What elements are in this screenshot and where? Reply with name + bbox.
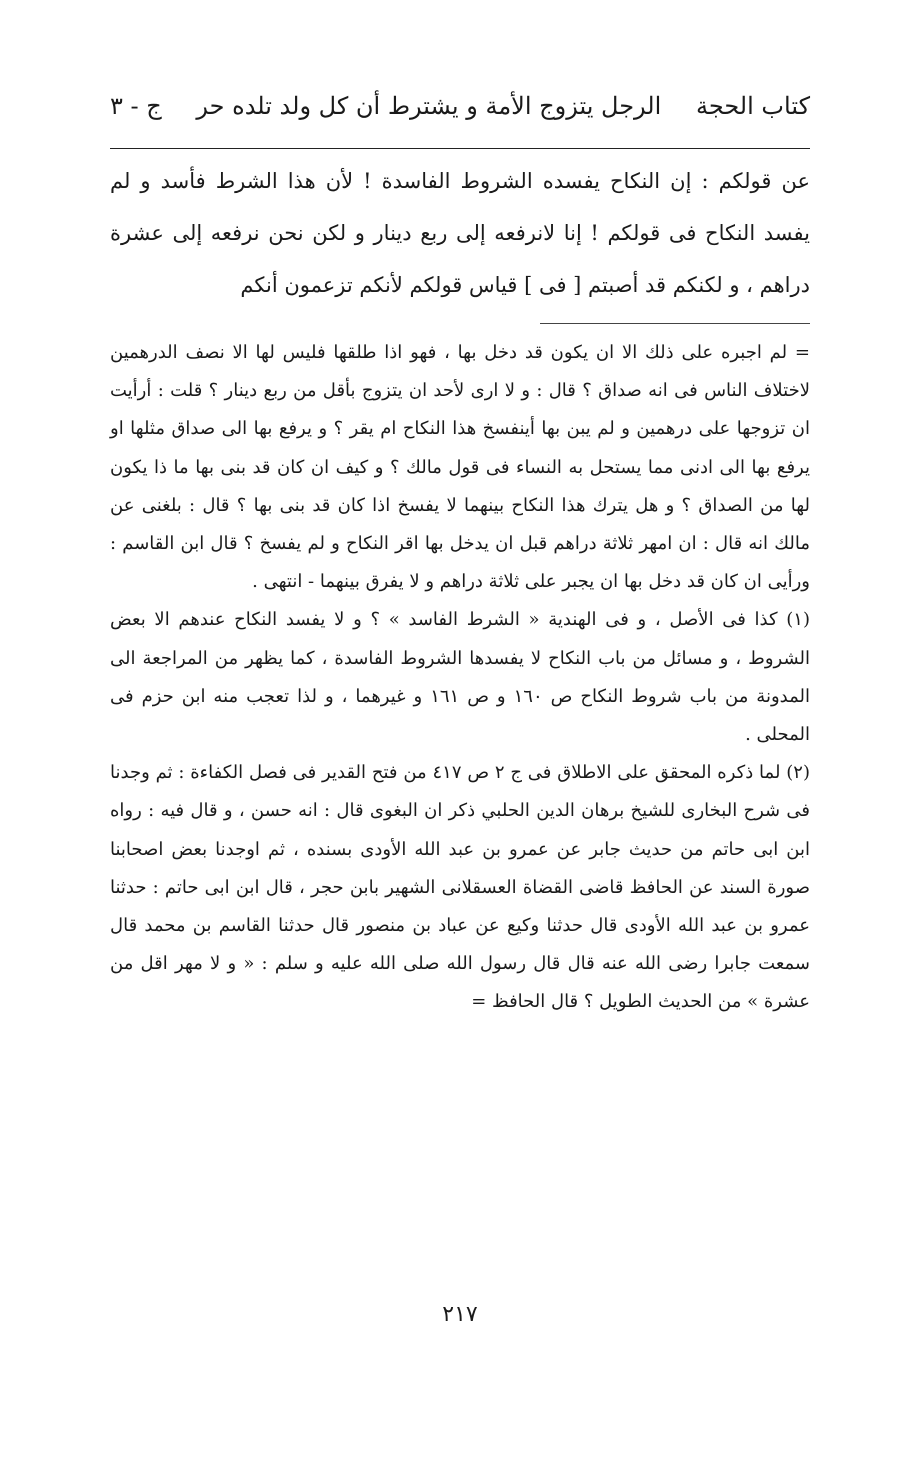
page-number: ٢١٧: [442, 1302, 478, 1327]
running-header: [110, 92, 810, 138]
volume-number: ج - ٣: [110, 92, 162, 120]
header-rule: [110, 148, 810, 149]
book-title: كتاب الحجة: [695, 92, 810, 120]
main-paragraph: عن قولكم : إن النكاح يفسده الشروط الفاسدة ! لأن هذا الشرط فأسد و لم يفسد النكاح فى قولكم ! إنا لانرفعه إلى ربع دينار و لكن نحن نرفعه إلى عشرة دراهم ، و لكنكم قد أصبتم [ فى ] قياس قولكم لأنكم تزعمون أنكم: [110, 169, 810, 297]
footnote-2: (٢) لما ذكره المحقق على الاطلاق فى ج ٢ ص ٤١٧ من فتح القدير فى فصل الكفاءة : ثم وجدنا فى شرح البخارى للشيخ برهان الدين الحلبي ذكر ان البغوى قال : انه حسن ، و قال فيه : رواه ابن ابى حاتم من حديث جابر عن عمرو بن عبد الله الأودى بسنده ، ثم اوجدنا بعض اصحابنا صورة السند عن الحافظ قاضى القضاة العسقلانى الشهير بابن حجر ، قال ابن ابى حاتم : حدثنا عمرو بن عبد الله الأودى قال حدثنا وكيع عن عباد بن منصور قال حدثنا القاسم بن محمد قال سمعت جابرا رضى الله عنه قال قال رسول الله صلى الله عليه و سلم : « و لا مهر اقل من عشرة » من الحديث الطويل ؟ قال الحافظ =: [110, 762, 810, 1013]
main-text: [110, 155, 810, 311]
book-page: [110, 92, 810, 1022]
footnote-separator: [540, 323, 810, 324]
chapter-topic: الرجل يتزوج الأمة و يشترط أن كل ولد تلده حر: [196, 92, 662, 120]
footnote-continuation: = لم اجبره على ذلك الا ان يكون قد دخل بها ، فهو اذا طلقها فليس لها الا نصف الدرهمين لاختلاف الناس فى انه صداق ؟ قال : و لا ارى لأحد ان يتزوج بأقل من ربع دينار ؟ قلت : أرأيت ان تزوجها على درهمين و لم يبن بها أينفسخ هذا النكاح ام يقر ؟ و يرفع بها الى صداق مثلها او يرفع بها الى ادنى مما يستحل به النساء فى قول مالك ؟ و كيف ان كان قد بنى بها ما ذا يكون لها من الصداق ؟ و هل يترك هذا النكاح بينهما لا يفسخ اذا كان قد بنى بها ؟ قال : بلغنى عن مالك انه قال : ان امهر ثلاثة دراهم قبل ان يدخل بها اقر النكاح و لم يفسخ ؟ قال ابن القاسم : ورأيى ان كان قد دخل بها ان يجبر على ثلاثة دراهم و لا يفرق بينهما - انتهى .: [110, 342, 810, 593]
footnotes: [110, 334, 810, 1022]
footnote-1: (١) كذا فى الأصل ، و فى الهندية « الشرط الفاسد » ؟ و لا يفسد النكاح عندهم الا بعض الشروط ، و مسائل من باب النكاح لا يفسدها الشروط الفاسدة ، كما يظهر من المراجعة الى المدونة من باب شروط النكاح ص ١٦٠ و ص ١٦١ و غيرهما ، و لذا تعجب منه ابن حزم فى المحلى .: [110, 609, 810, 746]
